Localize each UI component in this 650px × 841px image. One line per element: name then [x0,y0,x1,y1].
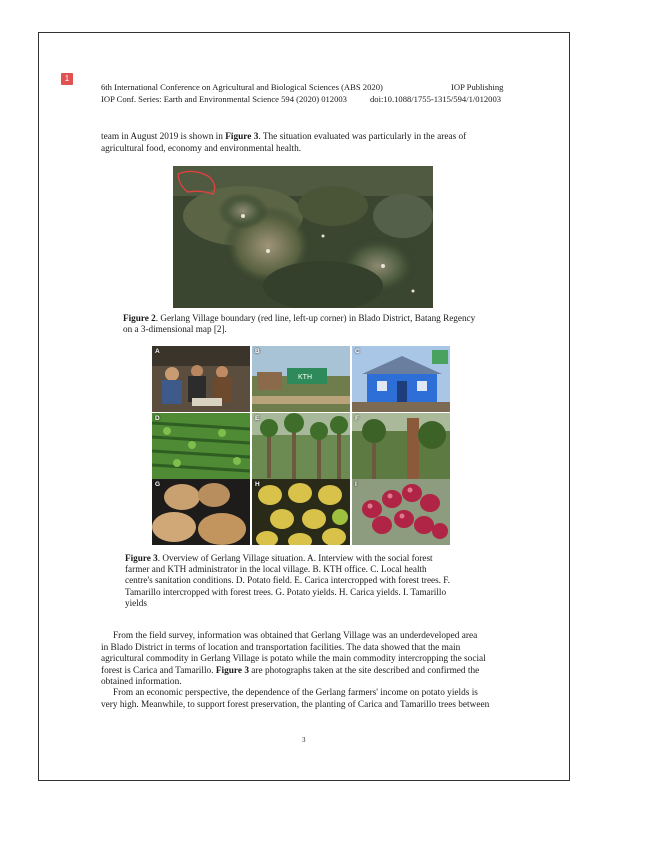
figure-2-label: Figure 2 [123,313,156,323]
figure-3-ref: Figure 3 [225,132,259,142]
figure-2-map [173,166,433,308]
paragraph-1: From the field survey, information was obtained that Gerlang Village was an underdeveloped area in Blado District in terms of location and transportation facilities. The data showed that the main agricultural commodity in Gerlang Village is potato while the main commodity intercropping the social forest is Carica and Tamarillo. Figure 3 are photographs taken at the site described and confirmed the obtained information. [101,631,486,688]
doi: doi:10.1088/1755-1315/594/1/012003 [370,94,502,104]
intro-paragraph: team in August 2019 is shown in Figure 3. The situation evaluated was particularly in the areas of agricultural food, economy and environmental health. [101,132,467,154]
figure-2-caption: Figure 2. Gerlang Village boundary (red line, left-up corner) in Blado District, Batang Regency on a 3-dimensional map [2]. [123,313,476,335]
terrain-map-image [173,166,433,308]
photo-i-tamarillo-yields: I [352,479,450,545]
paragraph-2: From an economic perspective, the dependence of the Gerlang farmers' income on potato yields is very high. Meanwhile, to support forest preservation, the planting of Carica and Tamarillo trees between [101,688,490,710]
photo-a-interview: A [152,346,250,412]
series-line: IOP Conf. Series: Earth and Environmental Science 594 (2020) 012003 [101,94,347,104]
publisher: IOP Publishing [451,82,504,92]
photo-d-potato-field: D [152,413,250,479]
svg-text:KTH: KTH [298,374,312,381]
conference-title: 6th International Conference on Agricultural and Biological Sciences (ABS 2020) [101,82,383,92]
figure-3-caption: Figure 3. Overview of Gerlang Village situation. A. Interview with the social forest farmer and KTH administrator in the local village. B. KTH office. C. Local health centre's sanitation conditions. D. Potato field. E. Carica intercropped with forest trees. F. Tamarillo intercropped with forest trees. G. Potato yields. H. Carica yields. I. Tamarillo yields [125,553,450,608]
page-number: 3 [302,736,306,744]
photo-c-health-centre: C [352,346,450,412]
photo-b-kth-office: KTH B [252,346,350,412]
photo-f-tamarillo-trees: F [352,413,450,479]
figure-3-label: Figure 3 [125,553,158,563]
photo-h-carica-yields: H [252,479,350,545]
photo-g-potato-yields: G [152,479,250,545]
photo-e-carica-trees: E [252,413,350,479]
annotation-marker[interactable]: 1 [61,73,73,85]
